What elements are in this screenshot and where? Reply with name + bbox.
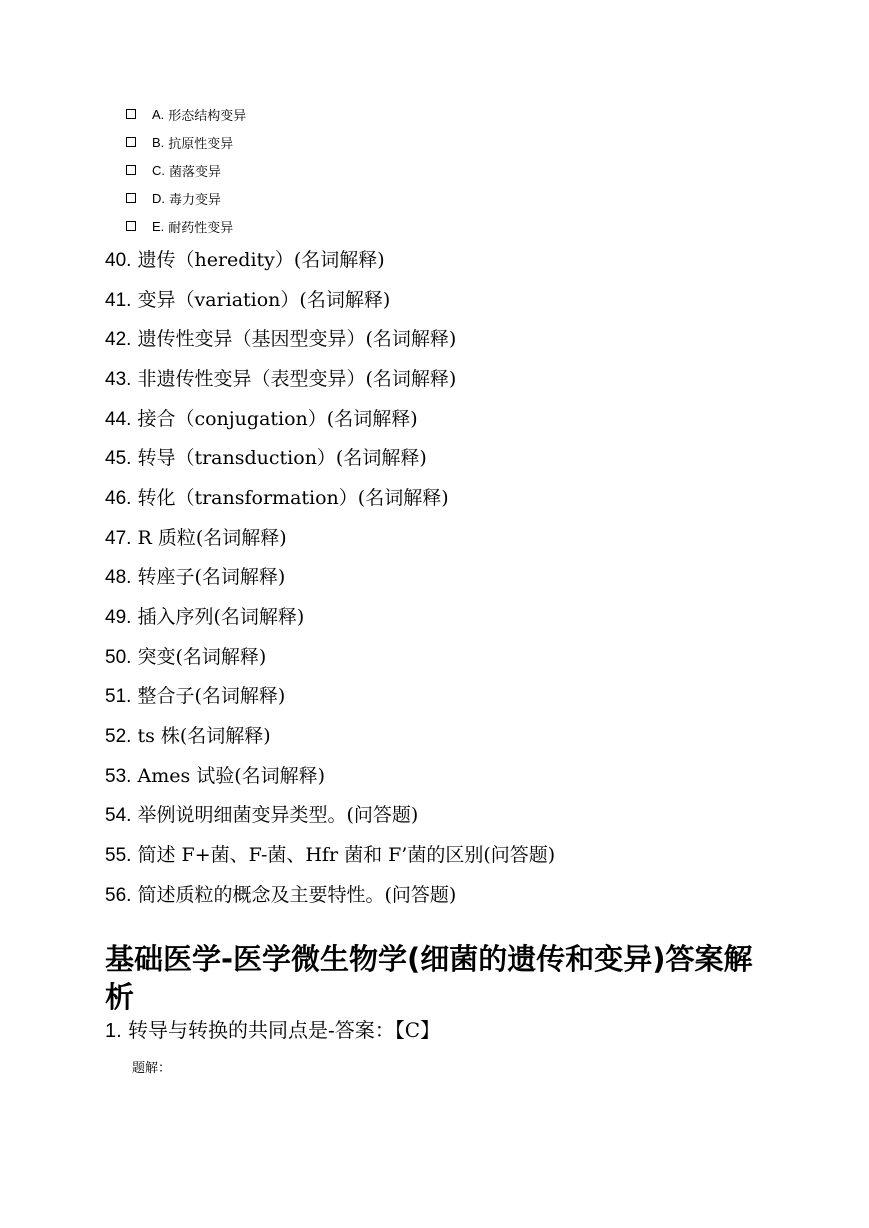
explanation-label: 题解：: [132, 1061, 172, 1076]
option-e[interactable]: [126, 216, 233, 236]
answer-number: 1.: [105, 1020, 122, 1042]
question-item: 52. ts 株(名词解释): [105, 725, 271, 747]
checkbox-icon[interactable]: [126, 109, 136, 119]
option-text: 形态结构变异: [168, 108, 247, 124]
option-b[interactable]: [126, 132, 233, 152]
option-a[interactable]: [126, 104, 246, 124]
option-text: 耐药性变异: [168, 220, 234, 236]
question-item: 45. 转导（transduction）(名词解释): [105, 447, 427, 469]
answer-text: 转导与转换的共同点是-答案：【C】: [128, 1018, 441, 1042]
option-text: 菌落变异: [169, 164, 222, 180]
option-letter: B.: [152, 134, 165, 150]
question-item: 48. 转座子(名词解释): [105, 566, 286, 588]
question-item: 41. 变异（variation）(名词解释): [105, 289, 391, 311]
question-item: 53. Ames 试验(名词解释): [105, 765, 326, 787]
option-letter: C.: [152, 162, 165, 178]
question-item: 43. 非遗传性变异（表型变异）(名词解释): [105, 368, 457, 390]
option-letter: A.: [152, 106, 165, 122]
question-item: 54. 举例说明细菌变异类型。(问答题): [105, 804, 419, 826]
option-letter: D.: [152, 190, 165, 206]
option-text: 抗原性变异: [168, 136, 234, 152]
question-item: 50. 突变(名词解释): [105, 646, 267, 668]
question-item: 47. R 质粒(名词解释): [105, 527, 287, 549]
answer-item: [105, 1017, 440, 1044]
option-d[interactable]: [126, 188, 221, 208]
question-item: 44. 接合（conjugation）(名词解释): [105, 408, 418, 430]
question-item: 46. 转化（transformation）(名词解释): [105, 487, 449, 509]
question-item: 55. 简述 F+菌、F-菌、Hfr 菌和 F’菌的区别(问答题): [105, 844, 556, 866]
question-item: 49. 插入序列(名词解释): [105, 606, 305, 628]
question-item: 40. 遗传（heredity）(名词解释): [105, 249, 385, 271]
checkbox-icon[interactable]: [126, 221, 136, 231]
checkbox-icon[interactable]: [126, 137, 136, 147]
section-title: 基础医学-医学微生物学(细菌的遗传和变异)答案解析: [105, 942, 753, 1014]
checkbox-icon[interactable]: [126, 165, 136, 175]
checkbox-icon[interactable]: [126, 193, 136, 203]
question-item: 42. 遗传性变异（基因型变异）(名词解释): [105, 328, 457, 350]
option-c[interactable]: [126, 160, 221, 180]
question-item: 56. 简述质粒的概念及主要特性。(问答题): [105, 884, 457, 906]
option-letter: E.: [152, 218, 165, 234]
question-item: 51. 整合子(名词解释): [105, 685, 286, 707]
option-text: 毒力变异: [169, 192, 222, 208]
